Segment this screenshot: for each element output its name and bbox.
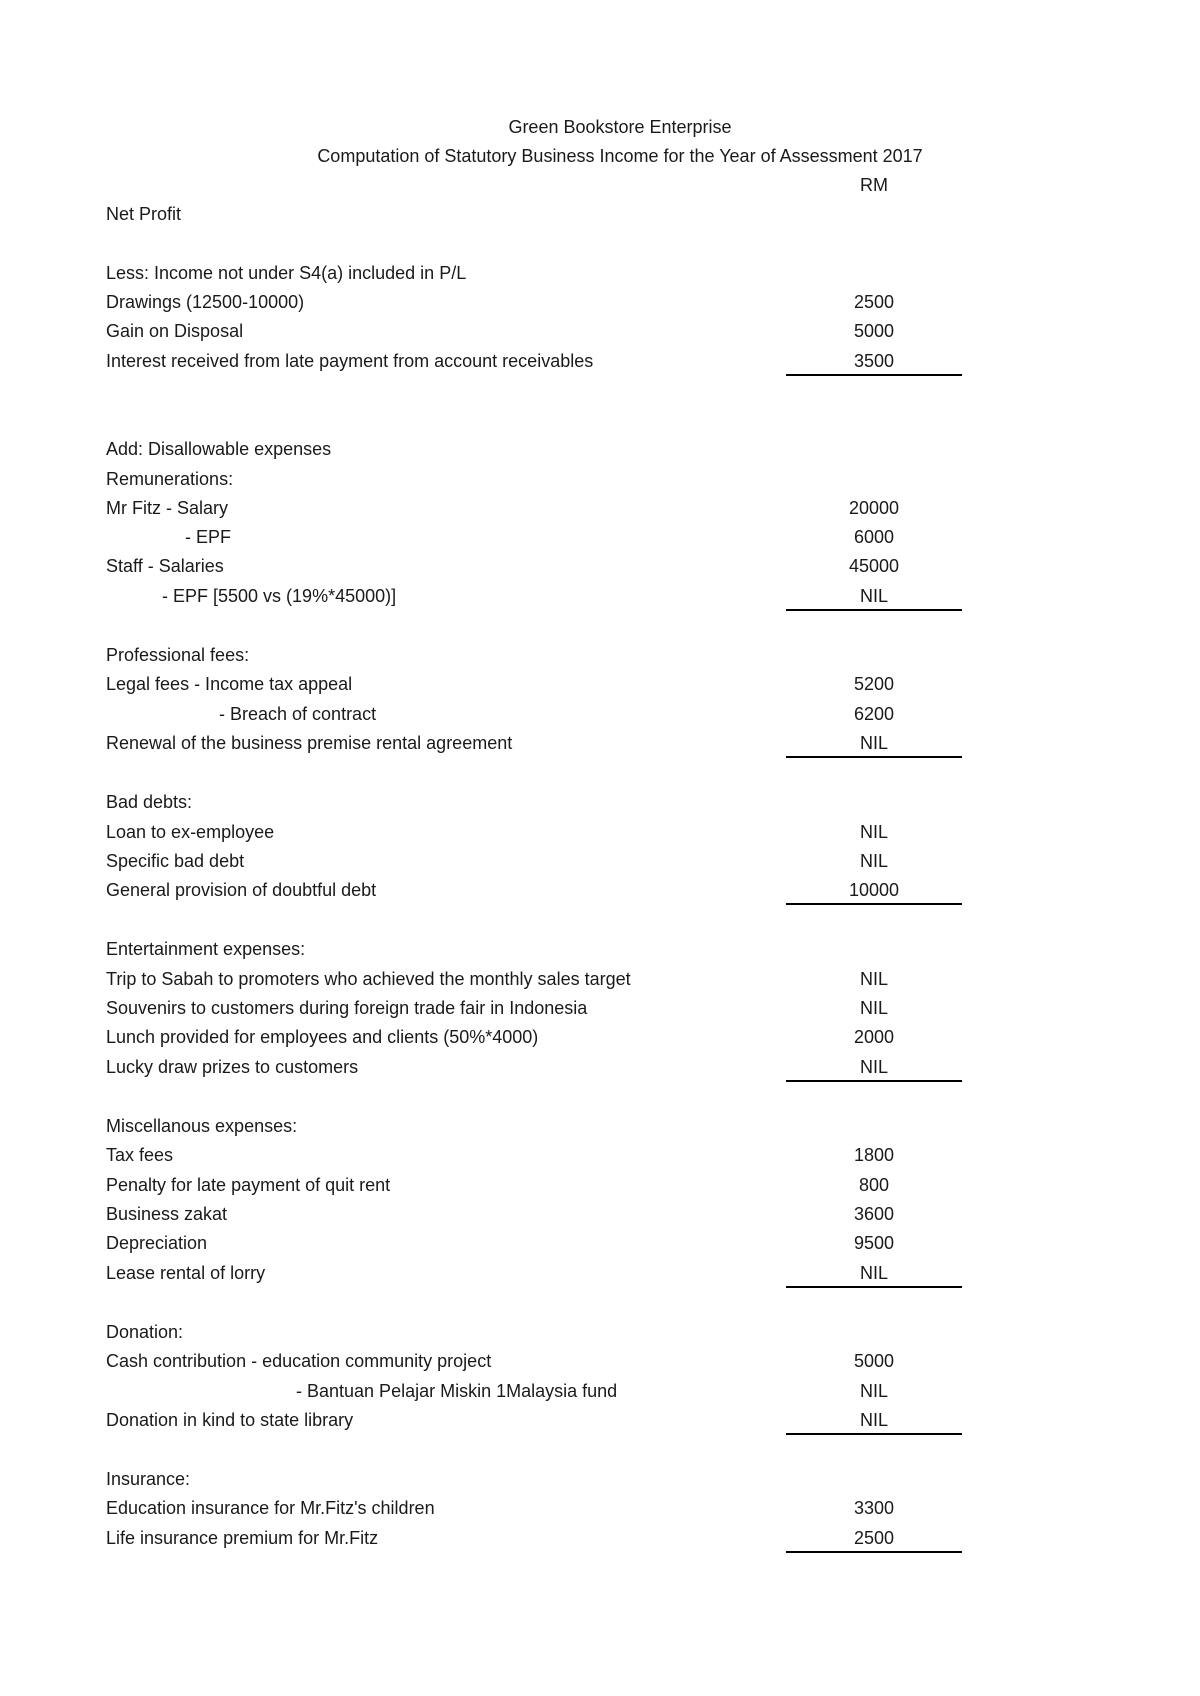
gain-label: Gain on Disposal	[106, 321, 244, 341]
subtotal-rule	[786, 756, 962, 758]
subtotal-rule	[786, 1080, 962, 1082]
subtotal-rule	[786, 609, 962, 611]
insurance-heading: Insurance:	[106, 1469, 191, 1489]
lunch-amount: 2000	[853, 1027, 895, 1047]
edu-insurance-amount: 3300	[853, 1498, 895, 1518]
bantuan-amount: NIL	[859, 1381, 888, 1401]
subtotal-rule	[786, 1286, 962, 1288]
professional-heading: Professional fees:	[106, 645, 250, 665]
bantuan-label: - Bantuan Pelajar Miskin 1Malaysia fund	[296, 1381, 618, 1401]
penalty-amount: 800	[858, 1175, 890, 1195]
souvenirs-amount: NIL	[859, 998, 888, 1018]
depreciation-amount: 9500	[853, 1233, 895, 1253]
net-profit-label: Net Profit	[106, 204, 182, 224]
subtotal-rule	[786, 1433, 962, 1435]
zakat-amount: 3600	[853, 1204, 895, 1224]
donation-kind-label: Donation in kind to state library	[106, 1410, 354, 1430]
tax-fees-label: Tax fees	[106, 1145, 174, 1165]
renewal-amount: NIL	[859, 733, 888, 753]
legal-breach-amount: 6200	[853, 704, 895, 724]
general-prov-label: General provision of doubtful debt	[106, 880, 377, 900]
drawings-label: Drawings (12500-10000)	[106, 292, 305, 312]
lease-lorry-label: Lease rental of lorry	[106, 1263, 266, 1283]
staff-epf-amount: NIL	[859, 586, 888, 606]
staff-salaries-amount: 45000	[848, 556, 900, 576]
fitz-salary-label: Mr Fitz - Salary	[106, 498, 229, 518]
lunch-label: Lunch provided for employees and clients (50%*4000)	[106, 1027, 539, 1047]
fitz-epf-amount: 6000	[853, 527, 895, 547]
page-title: Computation of Statutory Business Income for the Year of Assessment 2017	[317, 146, 923, 166]
staff-salaries-label: Staff - Salaries	[106, 556, 224, 576]
life-insurance-amount: 2500	[853, 1528, 895, 1548]
trip-sabah-label: Trip to Sabah to promoters who achieved the monthly sales target	[106, 969, 631, 989]
subtotal-rule	[786, 903, 962, 905]
specific-bad-amount: NIL	[859, 851, 888, 871]
remuneration-heading: Remunerations:	[106, 469, 234, 489]
subtotal-rule	[786, 1551, 962, 1553]
misc-heading: Miscellanous expenses:	[106, 1116, 298, 1136]
lucky-draw-amount: NIL	[859, 1057, 888, 1077]
fitz-epf-label: - EPF	[185, 527, 232, 547]
depreciation-label: Depreciation	[106, 1233, 208, 1253]
interest-label: Interest received from late payment from account receivables	[106, 351, 594, 371]
lease-lorry-amount: NIL	[859, 1263, 888, 1283]
renewal-label: Renewal of the business premise rental agreement	[106, 733, 513, 753]
donation-kind-amount: NIL	[859, 1410, 888, 1430]
donation-heading: Donation:	[106, 1322, 184, 1342]
general-prov-amount: 10000	[848, 880, 900, 900]
lucky-draw-label: Lucky draw prizes to customers	[106, 1057, 359, 1077]
gain-amount: 5000	[853, 321, 895, 341]
souvenirs-label: Souvenirs to customers during foreign trade fair in Indonesia	[106, 998, 588, 1018]
tax-fees-amount: 1800	[853, 1145, 895, 1165]
legal-breach-label: - Breach of contract	[219, 704, 377, 724]
less-heading: Less: Income not under S4(a) included in P/L	[106, 263, 467, 283]
cash-edu-label: Cash contribution - education community project	[106, 1351, 492, 1371]
interest-amount: 3500	[853, 351, 895, 371]
zakat-label: Business zakat	[106, 1204, 228, 1224]
edu-insurance-label: Education insurance for Mr.Fitz's children	[106, 1498, 435, 1518]
staff-epf-label: - EPF [5500 vs (19%*45000)]	[162, 586, 397, 606]
specific-bad-label: Specific bad debt	[106, 851, 245, 871]
cash-edu-amount: 5000	[853, 1351, 895, 1371]
loan-ex-amount: NIL	[859, 822, 888, 842]
life-insurance-label: Life insurance premium for Mr.Fitz	[106, 1528, 379, 1548]
fitz-salary-amount: 20000	[848, 498, 900, 518]
loan-ex-label: Loan to ex-employee	[106, 822, 275, 842]
subtotal-rule	[786, 374, 962, 376]
company-name: Green Bookstore Enterprise	[508, 117, 732, 137]
entertainment-heading: Entertainment expenses:	[106, 939, 306, 959]
penalty-label: Penalty for late payment of quit rent	[106, 1175, 391, 1195]
legal-tax-amount: 5200	[853, 674, 895, 694]
add-heading: Add: Disallowable expenses	[106, 439, 332, 459]
trip-sabah-amount: NIL	[859, 969, 888, 989]
currency-header: RM	[860, 175, 888, 195]
legal-tax-label: Legal fees - Income tax appeal	[106, 674, 353, 694]
bad-debts-heading: Bad debts:	[106, 792, 193, 812]
drawings-amount: 2500	[853, 292, 895, 312]
